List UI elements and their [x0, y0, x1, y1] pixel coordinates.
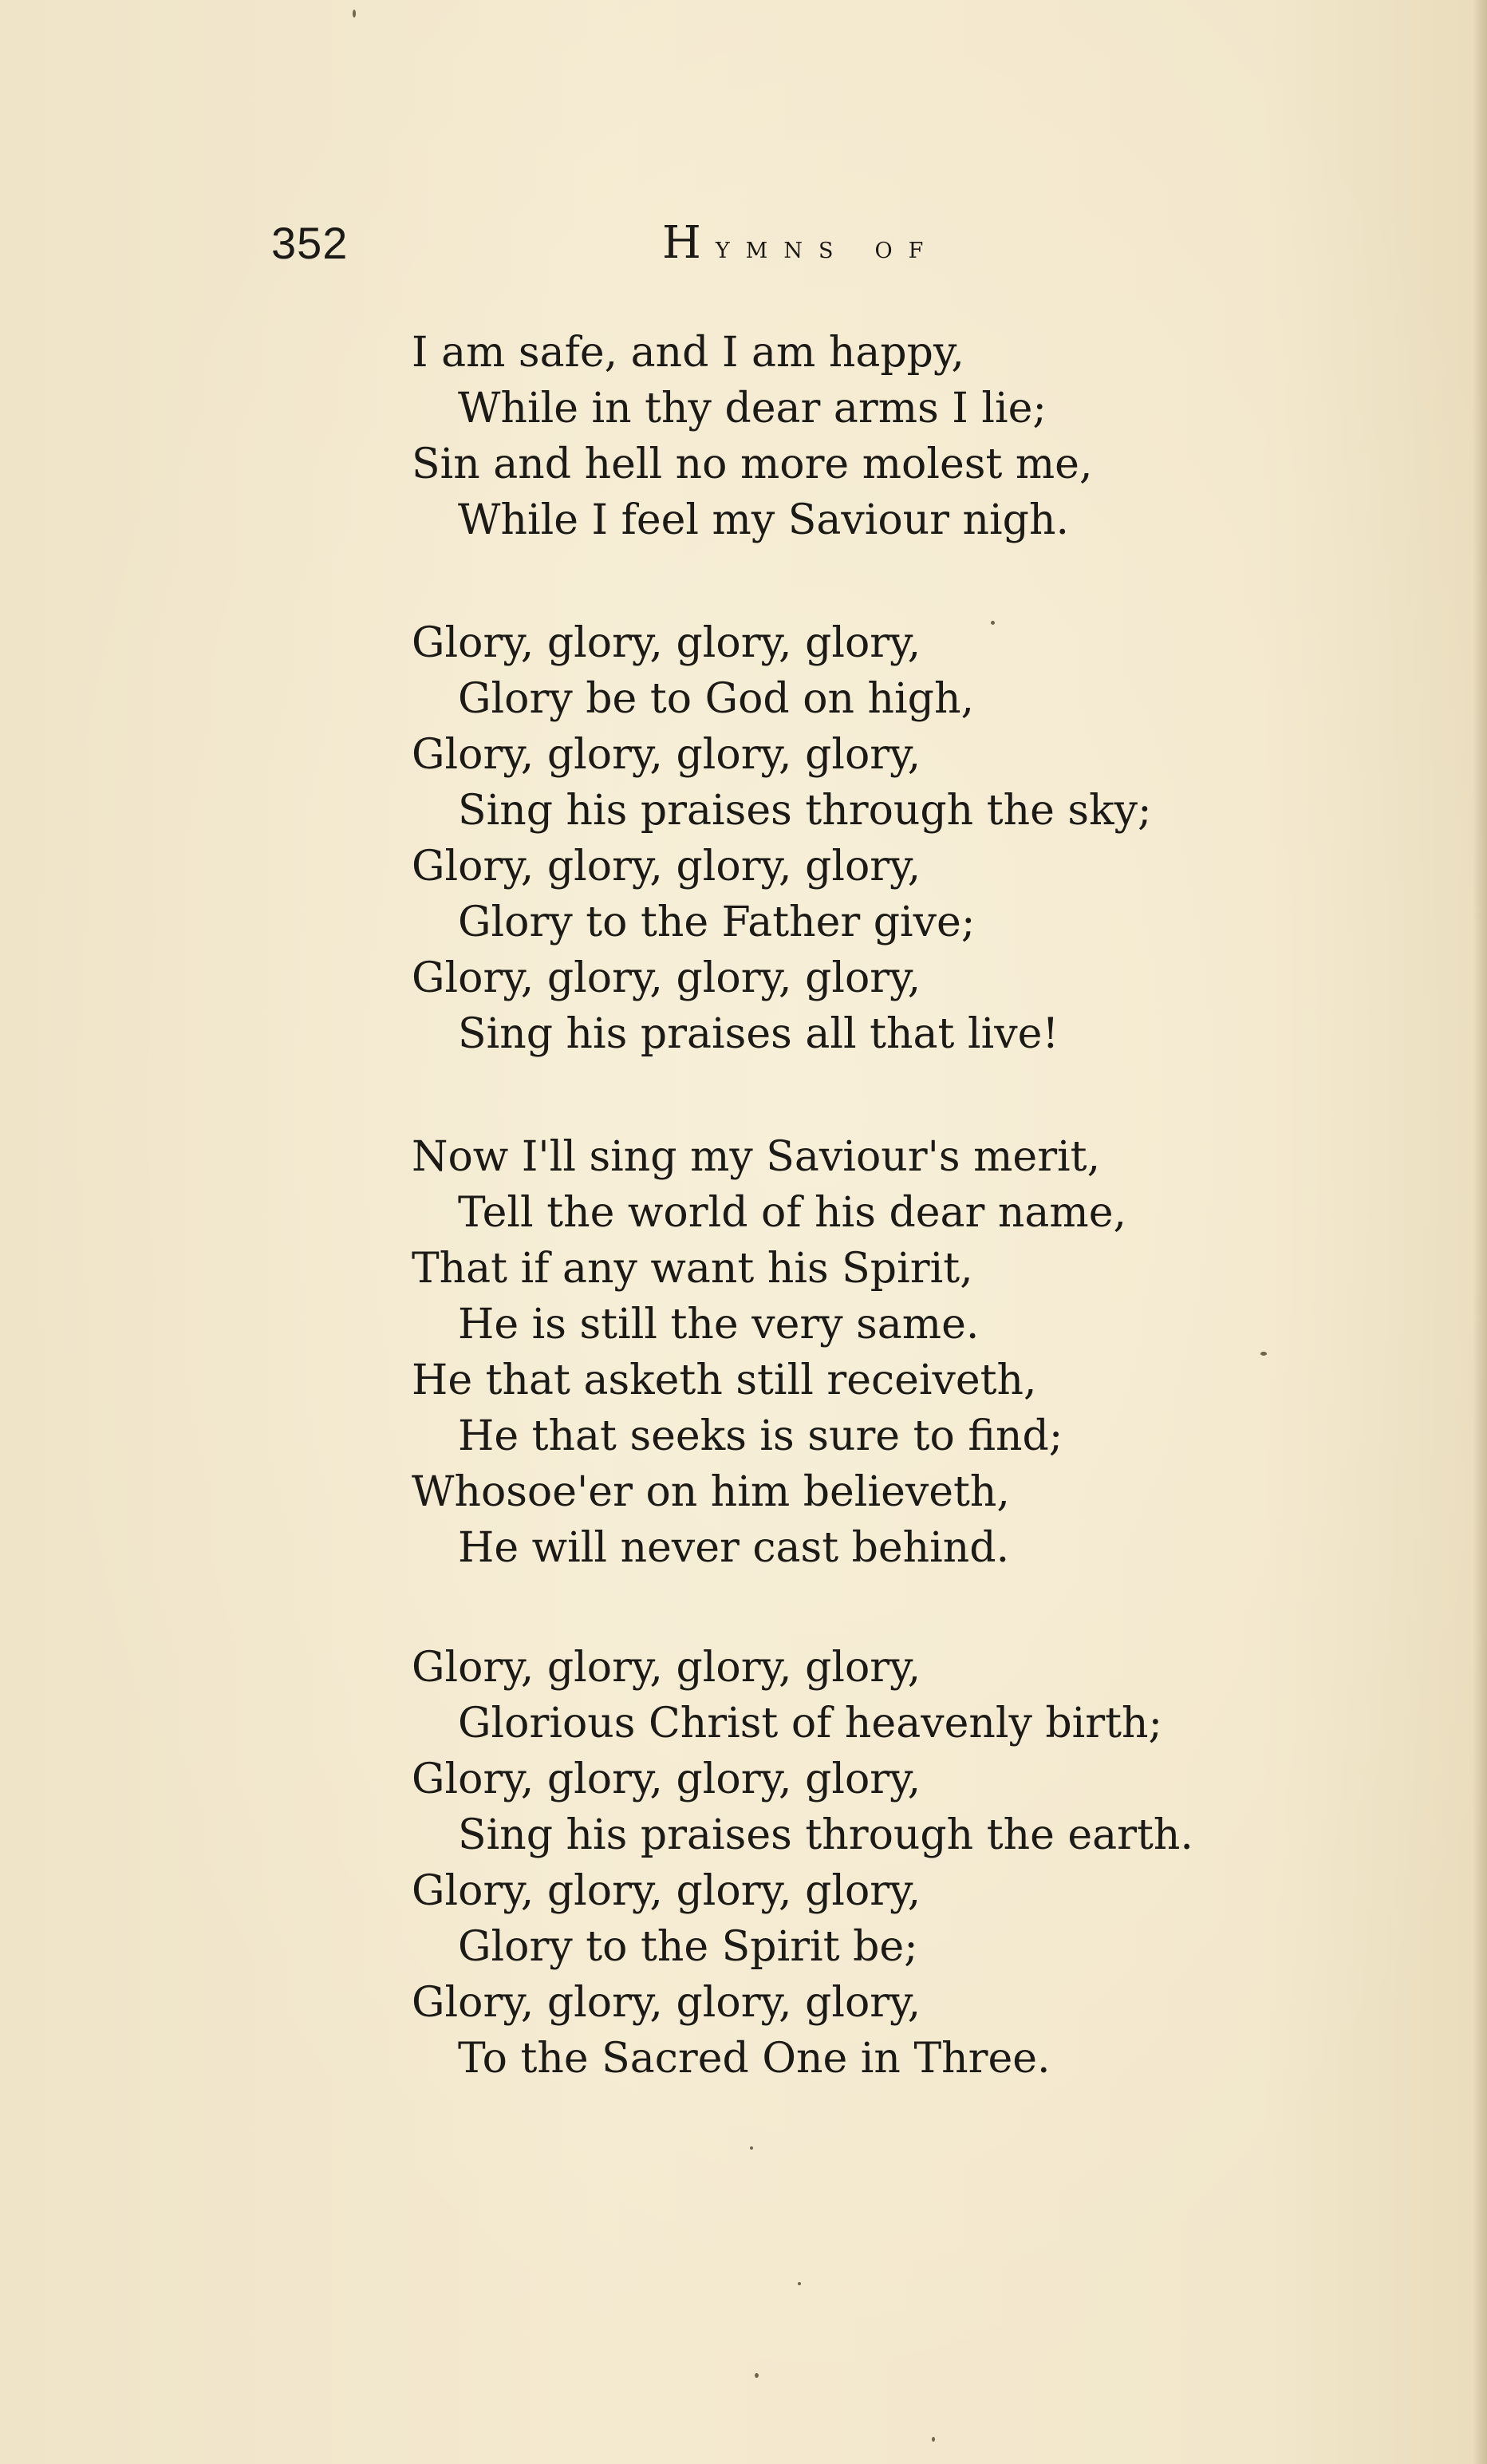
hymn-line: Glory, glory, glory, glory, [412, 1755, 921, 1803]
hymn-line: Glory, glory, glory, glory, [412, 954, 921, 1002]
hymn-line: Glory to the Father give; [458, 898, 976, 946]
hymn-line: Sing his praises through the sky; [458, 787, 1152, 835]
hymn-line: That if any want his Spirit, [412, 1245, 973, 1293]
hymn-line: Glorious Christ of heavenly birth; [458, 1700, 1163, 1747]
hymn-line: He will never cast behind. [458, 1524, 1010, 1572]
paper-speck [755, 2373, 759, 2378]
hymn-line: Glory to the Spirit be; [458, 1923, 918, 1971]
hymn-line: Sing his praises through the earth. [458, 1811, 1193, 1859]
running-title-rest: ymns of [715, 230, 940, 265]
running-title [662, 217, 939, 269]
hymn-line: While in thy dear arms I lie; [458, 385, 1047, 432]
hymn-line: I am safe, and I am happy, [412, 329, 964, 377]
page-edge-shadow [1473, 0, 1487, 2464]
paper-speck [1260, 1352, 1267, 1356]
paper-speck [798, 2282, 801, 2285]
running-title-initial: H [662, 217, 716, 269]
paper-speck [932, 2437, 935, 2442]
hymn-line: Tell the world of his dear name, [458, 1189, 1126, 1237]
hymn-line: Glory, glory, glory, glory, [412, 731, 921, 779]
hymn-line: Glory be to God on high, [458, 675, 974, 723]
hymn-line: Whosoe'er on him believeth, [412, 1468, 1010, 1516]
hymn-line: Glory, glory, glory, glory, [412, 619, 921, 667]
paper-speck [750, 2146, 753, 2150]
hymn-line: He that asketh still receiveth, [412, 1356, 1037, 1404]
hymn-line: He is still the very same. [458, 1301, 980, 1348]
hymn-line: Glory, glory, glory, glory, [412, 1979, 921, 2027]
hymn-line: He that seeks is sure to find; [458, 1412, 1063, 1460]
hymn-line: Glory, glory, glory, glory, [412, 1867, 921, 1915]
hymn-line: Sin and hell no more molest me, [412, 440, 1093, 488]
page-header [0, 217, 1487, 281]
hymn-line: Now I'll sing my Saviour's merit, [412, 1133, 1101, 1181]
hymn-line: While I feel my Saviour nigh. [458, 496, 1069, 544]
paper-speck [991, 621, 995, 625]
hymn-line: Glory, glory, glory, glory, [412, 1644, 921, 1692]
hymn-line: To the Sacred One in Three. [458, 2035, 1051, 2083]
page-number: 352 [271, 218, 349, 268]
hymn-line: Sing his praises all that live! [458, 1010, 1059, 1058]
paper-speck [353, 10, 356, 18]
hymn-line: Glory, glory, glory, glory, [412, 843, 921, 890]
